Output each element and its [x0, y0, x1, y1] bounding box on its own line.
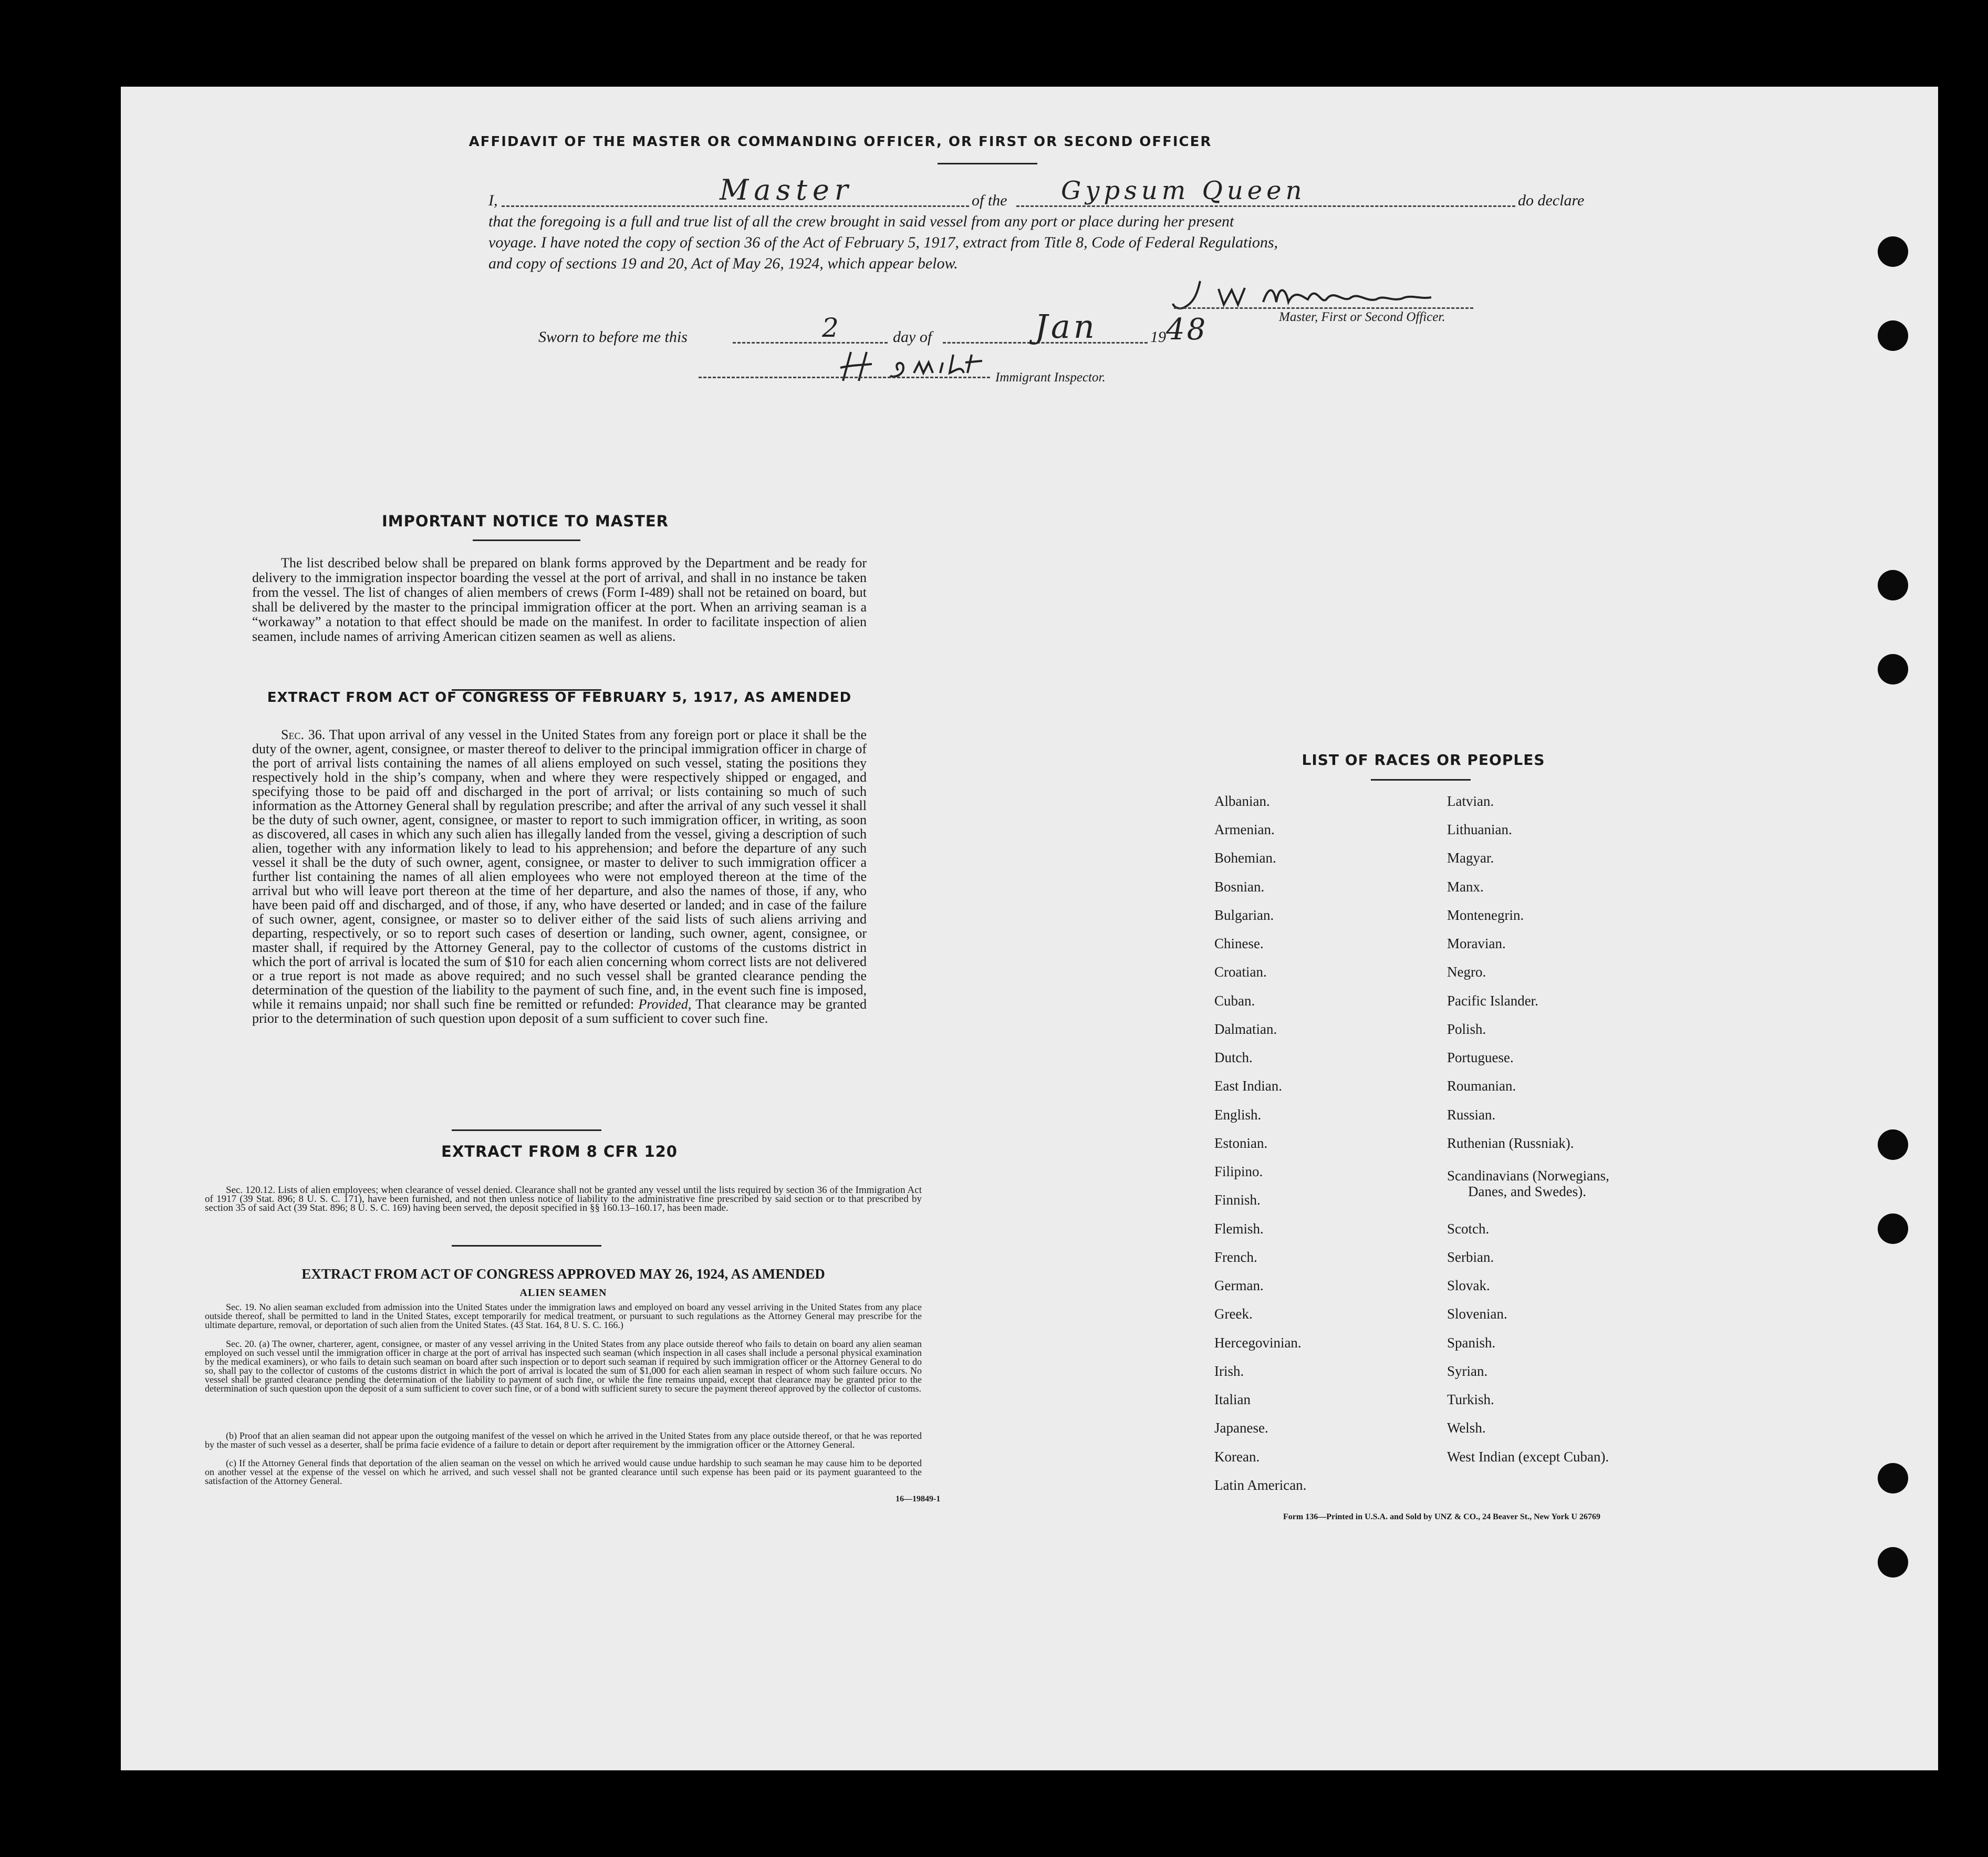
race-item: Spanish. [1447, 1335, 1496, 1351]
race-item: Croatian. [1214, 964, 1267, 980]
race-item: Lithuanian. [1447, 822, 1512, 837]
sec-36-label: Sec. 36. [281, 727, 326, 742]
notice-body: The list described below shall be prepared on blank forms approved by the Department and be ready for delivery to the immigration inspector boarding the vessel at the port of arrival, and shall in no instance be taken from the vessel. The list of changes of alien members of crews (Form I-489) shall not be retained on board, but shall be delivered by the master to the principal immigration officer at the port. When an arriving seaman is a “workaway” a notation to that effect should be made on the manifest. In order to facilitate inspection of alien seamen, include names of arriving American citizen seamen as well as aliens. [252, 555, 867, 644]
section-rule [452, 1129, 601, 1131]
punch-hole [1878, 236, 1908, 267]
form-page [121, 87, 1938, 1770]
race-item: Magyar. [1447, 850, 1494, 866]
handwritten-year: 48 [1166, 313, 1208, 347]
race-item: Filipino. [1214, 1164, 1263, 1179]
extract-cfr-title: EXTRACT FROM 8 CFR 120 [441, 1143, 678, 1160]
notice-title: IMPORTANT NOTICE TO MASTER [381, 512, 669, 530]
extract-1917-title: EXTRACT FROM ACT OF CONGRESS OF FEBRUARY 5, 1917, AS AMENDED [267, 690, 852, 706]
do-declare-label: do declare [1518, 192, 1585, 209]
races-title: LIST OF RACES OR PEOPLES [1302, 751, 1545, 769]
form-code: 16—19849-1 [896, 1495, 941, 1503]
race-item: Scandinavians (Norwegians, [1447, 1168, 1609, 1184]
race-item: Welsh. [1447, 1420, 1486, 1436]
race-item: West Indian (except Cuban). [1447, 1449, 1609, 1465]
notice-rule [473, 540, 580, 541]
sec-20c-text: (c) If the Attorney General finds that deportation of the alien seaman on the vessel on which he arrived would cause undue hardship to such seaman he may cause him to be deported on another vessel at the expense of the vessel on which he arrived, and such vessel shall not be granted clearance until such expense has been paid or its payment guaranteed to the satisfaction of the Attorney General. [205, 1458, 922, 1486]
race-item: Turkish. [1447, 1392, 1494, 1407]
printer-footer: Form 136—Printed in U.S.A. and Sold by UNZ & CO., 24 Beaver St., New York U 26769 [1283, 1512, 1601, 1521]
extract-1924-subtitle: ALIEN SEAMEN [519, 1287, 607, 1299]
extract-cfr-body: Sec. 120.12. Lists of alien employees; when clearance of vessel denied. Clearance shall not be granted any vessel until the lists required by section 36 of the Immigration Act of 1917 (39 Stat. 896; 8 U. S. C. 171), have been furnished, and not then unless notice of liability to the administrative fine prescribed by said section or to that prescribed by section 35 of said Act (39 Stat. 896; 8 U. S. C. 169) having been served, the deposit specified in §§ 160.13–160.17, has been made. [205, 1185, 922, 1213]
race-item: East Indian. [1214, 1078, 1282, 1094]
race-item: Flemish. [1214, 1221, 1264, 1237]
inspector-line [699, 377, 990, 378]
year-prefix: 19 [1150, 328, 1166, 346]
race-item: German. [1214, 1278, 1264, 1293]
inspector-signature [830, 349, 1003, 386]
race-item: Finnish. [1214, 1192, 1261, 1208]
race-item: Manx. [1447, 879, 1484, 895]
day-of-label: day of [893, 328, 932, 346]
extract-1924-title: EXTRACT FROM ACT OF CONGRESS APPROVED MAY 26, 1924, AS AMENDED [301, 1266, 825, 1282]
race-item: Italian [1214, 1392, 1251, 1407]
race-item: Danes, and Swedes). [1468, 1184, 1586, 1199]
inspector-caption: Immigrant Inspector. [995, 370, 1106, 385]
races-rule [1371, 779, 1471, 781]
i-label: I, [488, 192, 498, 209]
race-item: Cuban. [1214, 993, 1255, 1009]
race-item: Slovenian. [1447, 1306, 1507, 1322]
handwritten-month: Jan [1035, 307, 1098, 346]
signature-caption: Master, First or Second Officer. [1279, 310, 1445, 324]
race-item: Portuguese. [1447, 1050, 1514, 1065]
punch-hole [1878, 570, 1908, 600]
race-item: Armenian. [1214, 822, 1275, 837]
race-item: Russian. [1447, 1107, 1496, 1123]
race-item: Albanian. [1214, 793, 1270, 809]
race-item: Chinese. [1214, 936, 1264, 951]
race-item: Estonian. [1214, 1135, 1268, 1151]
race-item: Montenegrin. [1447, 907, 1524, 923]
punch-hole [1878, 1547, 1908, 1578]
race-item: Korean. [1214, 1449, 1260, 1465]
affidavit-line-4: and copy of sections 19 and 20, Act of May 26, 1924, which appear below. [488, 255, 958, 272]
race-item: Serbian. [1447, 1249, 1494, 1265]
affidavit-line-3: voyage. I have noted the copy of section 36 of the Act of February 5, 1917, extract from Title 8, Code of Federal Regulations, [488, 234, 1278, 251]
vessel-line [1016, 205, 1515, 207]
sec-36-text-end: That clearance may be granted prior to the determination of such question upon deposit of a sum sufficient to cover such fine. [252, 997, 867, 1026]
provided-label: Provided, [638, 997, 692, 1012]
day-line [733, 342, 888, 344]
race-item: Roumanian. [1447, 1078, 1516, 1094]
race-item: Irish. [1214, 1363, 1244, 1379]
punch-hole [1878, 1213, 1908, 1244]
of-the-label: of the [972, 192, 1007, 209]
race-item: English. [1214, 1107, 1262, 1123]
race-item: Greek. [1214, 1306, 1253, 1322]
punch-hole [1878, 654, 1908, 684]
handwritten-rank: Master [720, 173, 854, 206]
race-item: Pacific Islander. [1447, 993, 1538, 1009]
race-item: Negro. [1447, 964, 1486, 980]
signature-line [1174, 307, 1473, 309]
race-item: Ruthenian (Russniak). [1447, 1135, 1574, 1151]
race-item: Bohemian. [1214, 850, 1276, 866]
handwritten-day: 2 [822, 313, 839, 343]
race-item: Dutch. [1214, 1050, 1253, 1065]
race-item: Slovak. [1447, 1278, 1490, 1293]
race-item: Dalmatian. [1214, 1021, 1277, 1037]
punch-hole [1878, 1129, 1908, 1160]
sec-20a-text: Sec. 20. (a) The owner, charterer, agent, consignee, or master of any vessel arriving in the United States from any place outside thereof who fails to detain on board any alien seaman employed on such vessel until the immigration officer in charge at the port of arrival has inspected such seaman (which inspection in all cases shall include a personal physical examination by the medical examiners), or who fails to detain such seaman on board after such inspection or to deport such seaman if required by such immigration officer or the Attorney General to do so, shall pay to the collector of customs of the customs district in which the port of arrival is located the sum of $1,000 for each alien seaman in respect of whom such failure occurs. No vessel shall be granted clearance pending the determination of the liability to payment of such fine, or while the fine remains unpaid, except that clearance may be granted prior to the determination of such question upon the deposit of a sum sufficient to cover such fine, or of a bond with sufficient surety to secure the payment thereof approved by the collector of customs. [205, 1339, 922, 1394]
affidavit-title: AFFIDAVIT OF THE MASTER OR COMMANDING OFFICER, OR FIRST OR SECOND OFFICER [469, 134, 1212, 150]
race-item: Moravian. [1447, 936, 1506, 951]
race-item: Bosnian. [1214, 879, 1265, 895]
sec-36-text: That upon arrival of any vessel in the United States from any foreign port or place it shall be the duty of the owner, agent, consignee, or master thereof to deliver to the principal immigration officer in charge of the port of arrival lists containing the names of all aliens employed on such vessel, stating the positions they respectively hold in the ship’s company, when and where they were respectively shipped or engaged, and specifying those to be paid off and discharged in the port of arrival; or lists containing so much of such information as the Attorney General shall by regulation prescribe; and after the arrival of any such vessel it shall be the duty of such owner, agent, consignee, or master to report to such immigration officer, in writing, as soon as discovered, all cases in which any such alien has illegally landed from the vessel, giving a description of such alien, together with any information likely to lead to his apprehension; and before the departure of any such vessel it shall be the duty of such owner, agent, consignee, or master to deliver to such immigration officer a further list containing the names of all alien employees who were not employed thereon at the time of the arrival but who will leave port thereon at the time of her departure, and also the names of those, if any, who have been paid off and discharged, and of those, if any, who have deserted or landed; and in case of the failure of such owner, agent, consignee, or master so to deliver either of the said lists of such aliens arriving and departing, respectively, or so to report such cases of desertion or landing, such owner, agent, consignee, or master shall, if required by the Attorney General, pay to the collector of customs of the customs district in which the port of arrival is located the sum of $10 for each alien concerning whom correct lists are not delivered or a true report is not made as above required; and no such vessel shall be granted clearance pending the determination of the question of the liability to the payment of such fine, and, in the event such fine is imposed, while it remains unpaid; nor shall such fine be remitted or refunded: [252, 727, 867, 1012]
sworn-label: Sworn to before me this [538, 328, 688, 346]
race-item: Latin American. [1214, 1477, 1307, 1493]
race-item: Japanese. [1214, 1420, 1268, 1436]
extract-1917-body [252, 728, 867, 1025]
race-item: French. [1214, 1249, 1257, 1265]
section-rule [452, 1245, 601, 1247]
race-item: Syrian. [1447, 1363, 1488, 1379]
race-item: Latvian. [1447, 793, 1494, 809]
title-rule [938, 163, 1037, 164]
punch-hole [1878, 1463, 1908, 1493]
race-item: Scotch. [1447, 1221, 1490, 1237]
punch-hole [1878, 320, 1908, 351]
sec-20b-text: (b) Proof that an alien seaman did not appear upon the outgoing manifest of the vessel on which he arrived in the United States from any place outside thereof, or that he was reported by the master of such vessel as a deserter, shall be prima facie evidence of a failure to detain or deport after requirement by the immigration officer or the Attorney General. [205, 1430, 922, 1450]
race-item: Bulgarian. [1214, 907, 1274, 923]
sec-19-text: Sec. 19. No alien seaman excluded from admission into the United States under the immigration laws and employed on board any vessel arriving in the United States from any place outside thereof, shall be permitted to land in the United States, except temporarily for medical treatment, or pursuant to such regulations as the Attorney General may prescribe for the ultimate departure, removal, or deportation of such alien from the United States. (43 Stat. 164, 8 U. S. C. 166.) [205, 1302, 922, 1330]
race-item: Polish. [1447, 1021, 1486, 1037]
race-item: Hercegovinian. [1214, 1335, 1302, 1351]
handwritten-vessel: Gypsum Queen [1061, 176, 1306, 205]
affidavit-line-2: that the foregoing is a full and true list of all the crew brought in said vessel from any port or place during her present [488, 213, 1234, 230]
